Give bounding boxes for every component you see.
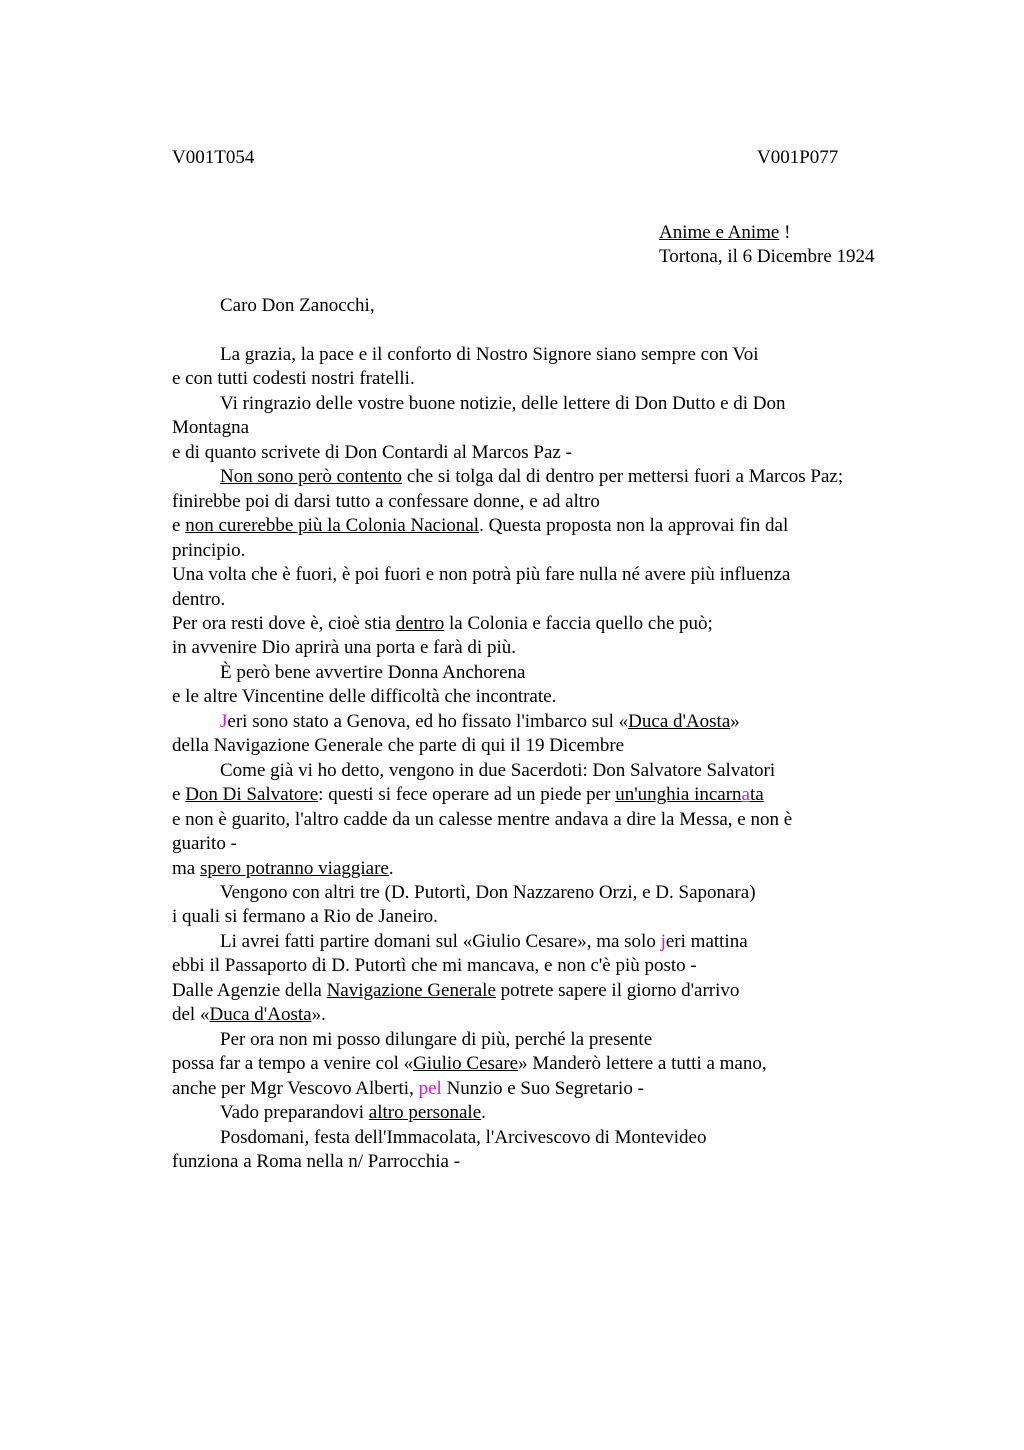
text-segment: principio. <box>172 539 246 561</box>
text-segment: e le altre Vincentine delle difficoltà che incontrate. <box>172 686 557 708</box>
body-line <box>172 1028 912 1052</box>
underlined-text: Don Di Salvatore <box>185 784 319 806</box>
text-segment: che si tolga dal di dentro per mettersi fuori a Marcos Paz; <box>402 466 844 488</box>
text-segment: eri sono stato a Genova, ed ho fissato l'imbarco sul « <box>227 710 629 732</box>
body-line <box>172 1150 912 1174</box>
text-segment: . <box>481 1102 486 1124</box>
body-line <box>172 416 912 440</box>
body-line <box>172 1101 912 1125</box>
text-segment: . <box>388 857 394 879</box>
text-segment: dentro. <box>172 588 226 610</box>
heading-title-line <box>659 221 875 245</box>
text-segment: » <box>730 710 740 732</box>
body-line <box>172 685 912 709</box>
text-segment: ebbi il Passaporto di D. Putortì che mi mancava, e non c'è più posto - <box>172 955 697 977</box>
text-segment: ». <box>311 1004 326 1026</box>
body-line <box>172 1077 912 1101</box>
document-ref-right: V001P077 <box>757 147 839 168</box>
text-segment: e con tutti codesti nostri fratelli. <box>172 368 415 390</box>
underlined-text: Duca d'Aosta <box>209 1004 312 1026</box>
text-segment: possa far a tempo a venire col « <box>172 1053 414 1075</box>
text-segment: i quali si fermano a Rio de Janeiro. <box>172 906 438 928</box>
body-line <box>172 759 912 783</box>
body-line <box>172 563 912 587</box>
text-segment: È però bene avvertire Donna Anchorena <box>220 661 526 683</box>
place-date: Tortona, il 6 Dicembre 1924 <box>659 246 875 267</box>
body-line <box>172 783 912 807</box>
text-segment: Per ora resti dove è, cioè stia <box>172 612 396 634</box>
body-line <box>172 612 912 636</box>
text-segment: potrete sapere il giorno d'arrivo <box>495 979 740 1001</box>
heading-title: Anime e Anime <box>659 222 780 243</box>
text-segment: Vado preparandovi <box>220 1102 369 1124</box>
text-segment: : questi si fece operare ad un piede per <box>318 784 616 806</box>
letter-heading <box>659 221 875 269</box>
body-line <box>172 465 912 489</box>
text-segment: Come già vi ho detto, vengono in due Sacerdoti: Don Salvatore Salvatori <box>220 759 776 781</box>
body-line <box>172 832 912 856</box>
text-segment: anche per Mgr Vescovo Alberti, <box>172 1077 419 1099</box>
body-line <box>172 710 912 734</box>
underlined-text: un'unghia incarn <box>615 784 742 806</box>
body-line <box>172 343 912 367</box>
text-segment: Nunzio e Suo Segretario - <box>441 1077 644 1099</box>
body-line <box>172 857 912 881</box>
text-segment: ma <box>172 857 200 879</box>
salutation: Caro Don Zanocchi, <box>220 295 375 316</box>
text-segment: funziona a Roma nella n/ Parrocchia - <box>172 1150 461 1172</box>
text-segment: e non è guarito, l'altro cadde da un calesse mentre andava a dire la Messa, e non è <box>172 808 793 830</box>
body-line <box>172 954 912 978</box>
text-segment: in avvenire Dio aprirà una porta e farà di più. <box>172 637 516 659</box>
text-segment: Posdomani, festa dell'Immacolata, l'Arcivescovo di Montevideo <box>220 1126 707 1148</box>
body-line <box>172 1052 912 1076</box>
body-line <box>172 661 912 685</box>
body-line <box>172 441 912 465</box>
body-line <box>172 905 912 929</box>
body-line <box>172 392 912 416</box>
heading-title-mark: ! <box>779 222 791 243</box>
text-segment: Per ora non mi posso dilungare di più, perché la presente <box>220 1028 653 1050</box>
text-segment: la Colonia e faccia quello che può; <box>444 612 713 634</box>
text-segment: Li avrei fatti partire domani sul «Giulio Cesare», ma solo <box>220 930 661 952</box>
letter-body <box>172 343 912 1174</box>
highlighted-text: pel <box>418 1077 442 1099</box>
text-segment: » Manderò lettere a tutti a mano, <box>518 1053 767 1075</box>
underlined-text: a <box>741 784 750 806</box>
underlined-text: Duca d'Aosta <box>628 710 731 732</box>
body-line <box>172 930 912 954</box>
underlined-text: Non sono però contento <box>220 466 403 488</box>
text-segment: eri mattina <box>665 930 748 952</box>
underlined-text: Giulio Cesare <box>413 1053 519 1075</box>
text-segment: Una volta che è fuori, è poi fuori e non potrà più fare nulla né avere più influenza <box>172 564 791 586</box>
text-segment: e <box>172 784 186 806</box>
text-segment: Dalle Agenzie della <box>172 979 327 1001</box>
underlined-text: spero potranno viaggiare <box>199 857 389 879</box>
text-segment: . Questa proposta non la approvai fin dal <box>479 515 789 537</box>
body-line <box>172 636 912 660</box>
body-line <box>172 808 912 832</box>
highlighted-text: j <box>660 930 666 952</box>
underlined-text: non curerebbe più la Colonia Nacional <box>185 515 480 537</box>
text-segment: guarito - <box>172 833 237 855</box>
body-line <box>172 881 912 905</box>
text-segment: finirebbe poi di darsi tutto a confessare donne, e ad altro <box>172 490 600 512</box>
body-line <box>172 1126 912 1150</box>
body-line <box>172 588 912 612</box>
body-line <box>172 1003 912 1027</box>
text-segment: e <box>172 515 186 537</box>
body-line <box>172 734 912 758</box>
body-line <box>172 979 912 1003</box>
highlighted-text: J <box>220 710 228 732</box>
underlined-text: dentro <box>395 612 445 634</box>
text-segment: La grazia, la pace e il conforto di Nostro Signore siano sempre con Voi <box>220 344 759 365</box>
text-segment: e di quanto scrivete di Don Contardi al Marcos Paz - <box>172 441 572 463</box>
body-line <box>172 367 912 391</box>
body-line <box>172 490 912 514</box>
underlined-text: altro personale <box>368 1102 482 1124</box>
underlined-text: Navigazione Generale <box>326 979 496 1001</box>
text-segment: della Navigazione Generale che parte di qui il 19 Dicembre <box>172 735 625 757</box>
text-segment: Vengono con altri tre (D. Putortì, Don Nazzareno Orzi, e D. Saponara) <box>220 881 756 903</box>
body-line <box>172 539 912 563</box>
text-segment: Montagna <box>172 417 250 439</box>
text-segment: del « <box>172 1004 210 1026</box>
document-ref-left: V001T054 <box>172 147 255 168</box>
body-line <box>172 514 912 538</box>
underlined-text: ta <box>749 784 764 806</box>
text-segment: Vi ringrazio delle vostre buone notizie, delle lettere di Don Dutto e di Don <box>220 392 786 414</box>
